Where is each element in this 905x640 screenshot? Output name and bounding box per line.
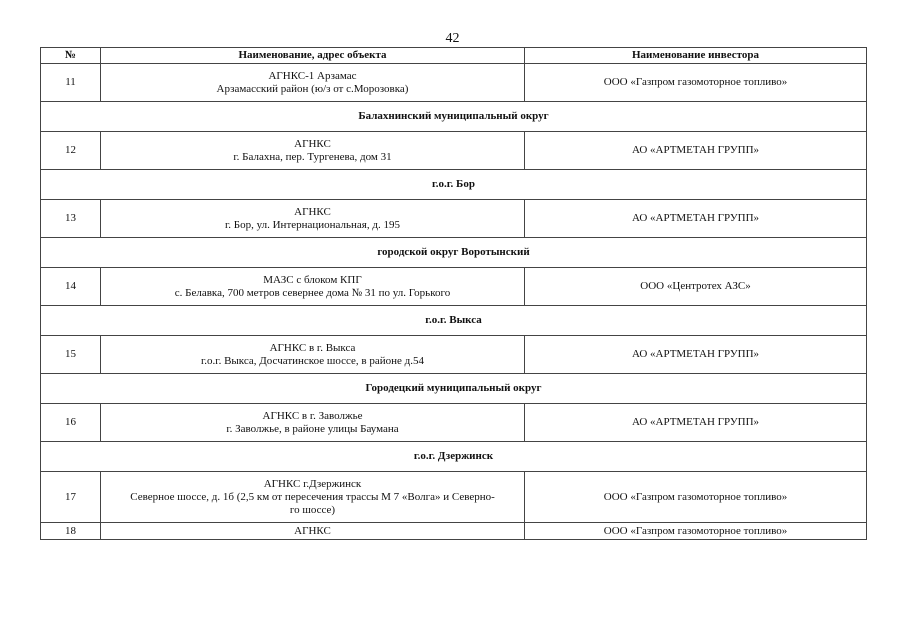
investor-name: ООО «Газпром газомоторное топливо» <box>525 523 867 540</box>
section-row <box>41 442 867 472</box>
header-object: Наименование, адрес объекта <box>101 48 525 64</box>
investment-objects-table <box>40 47 867 540</box>
row-number: 17 <box>41 472 101 523</box>
table-row <box>41 472 867 523</box>
section-row <box>41 238 867 268</box>
row-number: 13 <box>41 200 101 238</box>
object-cell <box>101 132 525 170</box>
header-number: № <box>41 48 101 64</box>
page-number: 42 <box>445 31 460 46</box>
investor-name: АО «АРТМЕТАН ГРУПП» <box>525 404 867 442</box>
section-row <box>41 170 867 200</box>
object-cell <box>101 472 525 523</box>
section-title: г.о.г. Выкса <box>41 306 867 336</box>
row-number: 12 <box>41 132 101 170</box>
object-cell <box>101 268 525 306</box>
object-address: г. Бор, ул. Интернациональная, д. 195 <box>225 218 400 231</box>
table-row <box>41 523 867 540</box>
object-address: г. Балахна, пер. Тургенева, дом 31 <box>233 150 392 163</box>
section-title: г.о.г. Бор <box>41 170 867 200</box>
row-number: 11 <box>41 64 101 102</box>
section-title: Балахнинский муниципальный округ <box>41 102 867 132</box>
object-name: АГНКС <box>294 137 331 150</box>
object-cell <box>101 404 525 442</box>
table-row <box>41 336 867 374</box>
object-name: МАЗС с блоком КПГ <box>263 273 362 286</box>
object-name: АГНКС-1 Арзамас <box>268 69 357 82</box>
object-address: Арзамасский район (ю/з от с.Морозовка) <box>216 82 409 95</box>
object-cell <box>101 336 525 374</box>
table-row <box>41 64 867 102</box>
header-investor: Наименование инвестора <box>525 48 867 64</box>
section-row <box>41 102 867 132</box>
table-row <box>41 268 867 306</box>
section-row <box>41 306 867 336</box>
investor-name: ООО «Газпром газомоторное топливо» <box>525 472 867 523</box>
row-number: 15 <box>41 336 101 374</box>
object-name: АГНКС в г. Выкса <box>269 341 356 354</box>
table-row <box>41 404 867 442</box>
row-number: 18 <box>41 523 101 540</box>
object-address: г. Заволжье, в районе улицы Баумана <box>226 422 399 435</box>
section-title: городской округ Воротынский <box>41 238 867 268</box>
investor-name: ООО «Центротех АЗС» <box>525 268 867 306</box>
row-number: 16 <box>41 404 101 442</box>
table-row <box>41 132 867 170</box>
object-name: АГНКС г.Дзержинск <box>263 477 362 490</box>
table-row <box>41 200 867 238</box>
object-address: Северное шоссе, д. 1б (2,5 км от пересечения трассы М 7 «Волга» и Северно- <box>130 490 495 503</box>
object-name: АГНКС <box>294 205 331 218</box>
object-address: с. Белавка, 700 метров севернее дома № 31 по ул. Горького <box>174 286 451 299</box>
row-number: 14 <box>41 268 101 306</box>
investor-name: АО «АРТМЕТАН ГРУПП» <box>525 200 867 238</box>
section-row <box>41 374 867 404</box>
object-name: АГНКС в г. Заволжье <box>262 409 363 422</box>
object-cell <box>101 523 525 540</box>
object-cell <box>101 64 525 102</box>
section-title: г.о.г. Дзержинск <box>41 442 867 472</box>
investor-name: АО «АРТМЕТАН ГРУПП» <box>525 132 867 170</box>
investor-name: ООО «Газпром газомоторное топливо» <box>525 64 867 102</box>
table-header-row <box>41 48 867 64</box>
object-name: АГНКС <box>294 524 331 537</box>
section-title: Городецкий муниципальный округ <box>41 374 867 404</box>
object-cell <box>101 200 525 238</box>
object-address-continued: го шоссе) <box>289 503 336 516</box>
investor-name: АО «АРТМЕТАН ГРУПП» <box>525 336 867 374</box>
object-address: г.о.г. Выкса, Досчатинское шоссе, в районе д.54 <box>201 354 424 367</box>
